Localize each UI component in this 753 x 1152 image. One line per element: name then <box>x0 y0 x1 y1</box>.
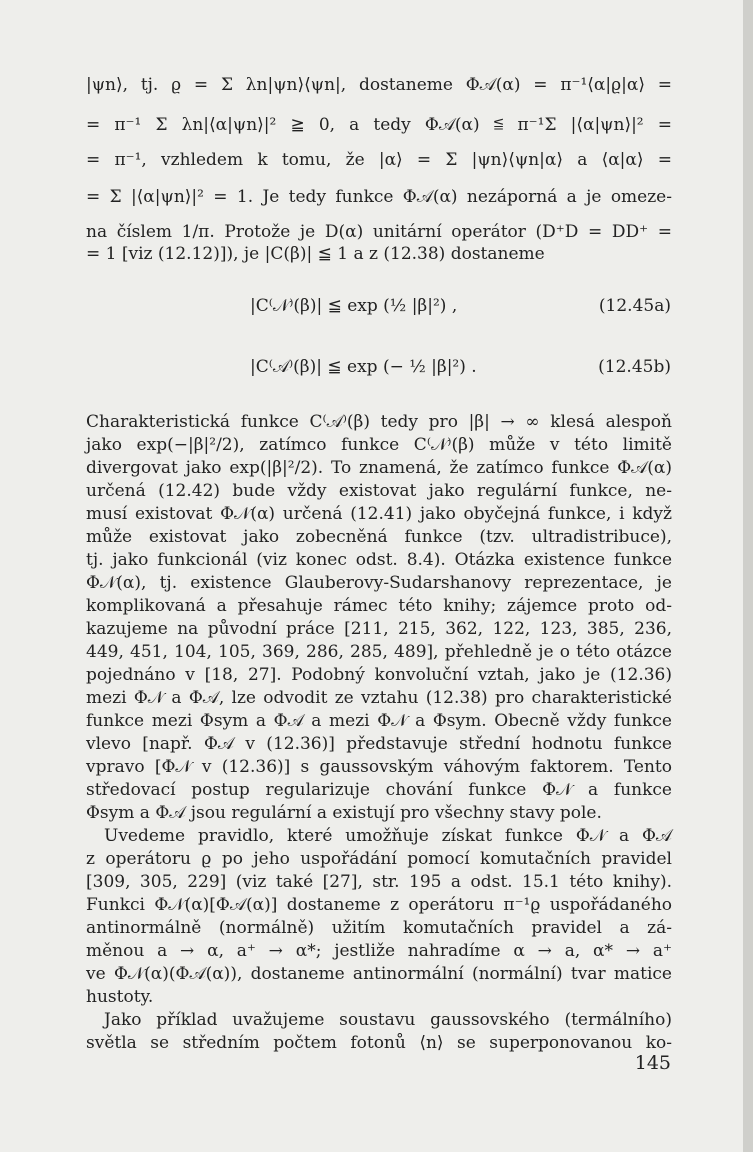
text-line: |ψn⟩, tj. ϱ = Σ λn|ψn⟩⟨ψn|, dostaneme Φ𝒜(α) = π⁻¹⟨α|ϱ|α⟩ = <box>86 75 672 95</box>
equation-number: (12.45b) <box>598 357 671 377</box>
text-line: vpravo [Φ𝒩 v (12.36)] s gaussovským váhovým faktorem. Tento <box>86 757 672 777</box>
text-line: mezi Φ𝒩 a Φ𝒜, lze odvodit ze vztahu (12.38) pro charakteristické <box>86 688 672 708</box>
text-line: může existovat jako zobecněná funkce (tzv. ultradistribuce), <box>86 527 672 547</box>
text-line: kazujeme na původní práce [211, 215, 362, 122, 123, 385, 236, <box>86 619 672 639</box>
text-line: hustoty. <box>86 987 154 1007</box>
page-number: 145 <box>634 1052 671 1074</box>
equation-number: (12.45a) <box>598 296 671 316</box>
text-line: funkce mezi Φsym a Φ𝒜 a mezi Φ𝒩 a Φsym. Obecně vždy funkce <box>86 711 672 731</box>
text-line: [309, 305, 229] (viz také [27], str. 195 a odst. 15.1 této knihy). <box>86 872 672 892</box>
text-line: na číslem 1/π. Protože je D(α) unitární operátor (D⁺D = DD⁺ = <box>86 222 672 242</box>
text-line: Φsym a Φ𝒜 jsou regulární a existují pro všechny stavy pole. <box>86 803 602 823</box>
text-line: jako exp(−|β|²/2), zatímco funkce C⁽𝒩⁾(β) může v této limitě <box>86 435 672 455</box>
text-line: ve Φ𝒩(α)(Φ𝒜(α)), dostaneme antinormální (normální) tvar matice <box>86 964 672 984</box>
text-line: 449, 451, 104, 105, 369, 286, 285, 489], přehledně je o této otázce <box>86 642 672 662</box>
text-line: = π⁻¹ Σ λn|⟨α|ψn⟩|² ≧ 0, a tedy Φ𝒜(α) ≦ π⁻¹Σ |⟨α|ψn⟩|² = <box>86 115 672 135</box>
text-line: měnou a → α, a⁺ → α*; jestliže nahradíme α → a, α* → a⁺ <box>86 941 672 961</box>
text-line: antinormálně (normálně) užitím komutačních pravidel a zá- <box>86 918 672 938</box>
text-line: Funkci Φ𝒩(α)[Φ𝒜(α)] dostaneme z operátoru π⁻¹ϱ uspořádaného <box>86 895 672 915</box>
equation-12-45a: |C⁽𝒩⁾(β)| ≦ exp (½ |β|²) , <box>250 296 458 316</box>
text-line: = Σ |⟨α|ψn⟩|² = 1. Je tedy funkce Φ𝒜(α) nezáporná a je omeze- <box>86 187 672 207</box>
text-line: = 1 [viz (12.12)]), je |C(β)| ≦ 1 a z (12.38) dostaneme <box>86 244 545 264</box>
text-line: musí existovat Φ𝒩(α) určená (12.41) jako obyčejná funkce, i když <box>86 504 672 524</box>
text-line: tj. jako funkcionál (viz konec odst. 8.4). Otázka existence funkce <box>86 550 672 570</box>
text-line: z operátoru ϱ po jeho uspořádání pomocí komutačních pravidel <box>86 849 672 869</box>
equation-12-45b: |C⁽𝒜⁾(β)| ≦ exp (− ½ |β|²) . <box>250 357 477 377</box>
text-line: Charakteristická funkce C⁽𝒜⁾(β) tedy pro |β| → ∞ klesá alespoň <box>86 412 672 432</box>
text-line: vlevo [např. Φ𝒜 v (12.36)] představuje střední hodnotu funkce <box>86 734 672 754</box>
page-edge <box>743 0 753 1152</box>
text-line: Uvedeme pravidlo, které umožňuje získat funkce Φ𝒩 a Φ𝒜 <box>104 826 672 846</box>
text-line: komplikovaná a přesahuje rámec této knihy; zájemce proto od- <box>86 596 672 616</box>
text-line: = π⁻¹, vzhledem k tomu, že |α⟩ = Σ |ψn⟩⟨ψn|α⟩ a ⟨α|α⟩ = <box>86 150 672 170</box>
text-line: Jako příklad uvažujeme soustavu gaussovského (termálního) <box>104 1010 672 1030</box>
text-line: světla se středním počtem fotonů ⟨n⟩ se superponovanou ko- <box>86 1033 672 1053</box>
text-line: divergovat jako exp(|β|²/2). To znamená, že zatímco funkce Φ𝒜(α) <box>86 458 672 478</box>
text-line: středovací postup regularizuje chování funkce Φ𝒩 a funkce <box>86 780 672 800</box>
text-line: určená (12.42) bude vždy existovat jako regulární funkce, ne- <box>86 481 672 501</box>
text-line: Φ𝒩(α), tj. existence Glauberovy-Sudarshanovy reprezentace, je <box>86 573 672 593</box>
text-line: pojednáno v [18, 27]. Podobný konvoluční vztah, jako je (12.36) <box>86 665 672 685</box>
